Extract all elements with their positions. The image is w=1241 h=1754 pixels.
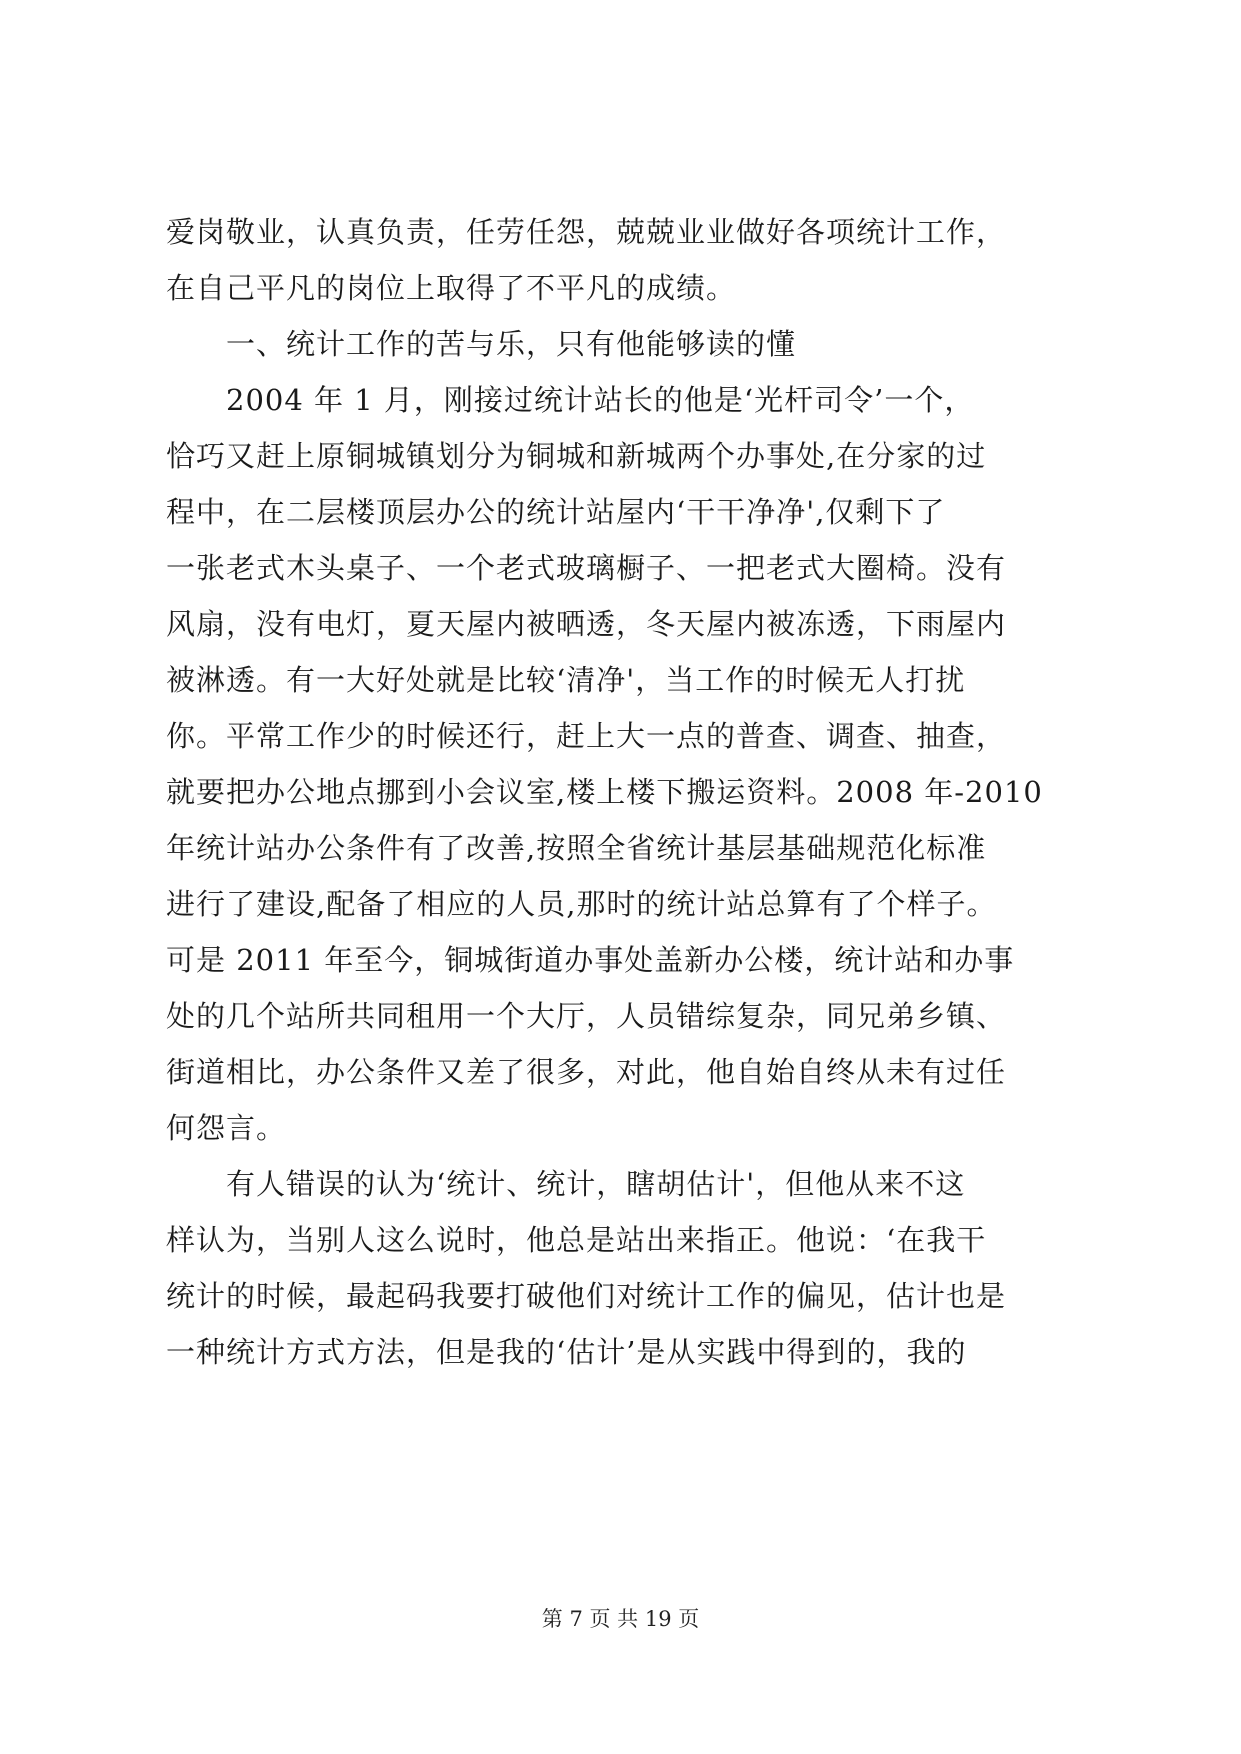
page-footer: 第 7 页 共 19 页 xyxy=(541,1607,700,1631)
text-line: 可是 2011 年至今，铜城街道办事处盖新办公楼，统计站和办事 xyxy=(166,943,1015,977)
text-line: 何怨言。 xyxy=(166,1111,287,1145)
text-line: 被淋透。有一大好处就是比较‘清净'，当工作的时候无人打扰 xyxy=(166,663,966,697)
text-line: 程中，在二层楼顶层办公的统计站屋内‘干干净净',仅剩下了 xyxy=(166,495,946,529)
text-line: 处的几个站所共同租用一个大厅，人员错综复杂，同兄弟乡镇、 xyxy=(166,999,1007,1033)
text-line: 2004 年 1 月，刚接过统计站长的他是‘光杆司令’一个， xyxy=(226,383,975,417)
text-line: 恰巧又赶上原铜城镇划分为铜城和新城两个办事处,在分家的过 xyxy=(166,439,987,473)
text-line: 样认为，当别人这么说时，他总是站出来指正。他说：‘在我干 xyxy=(166,1223,987,1257)
text-line: 你。平常工作少的时候还行，赶上大一点的普查、调查、抽查， xyxy=(166,719,1007,753)
text-line: 进行了建设,配备了相应的人员,那时的统计站总算有了个样子。 xyxy=(166,887,997,921)
text-line: 在自己平凡的岗位上取得了不平凡的成绩。 xyxy=(166,271,737,305)
text-line: 有人错误的认为‘统计、统计，瞎胡估计'，但他从来不这 xyxy=(226,1167,966,1201)
section-heading: 一、统计工作的苦与乐，只有他能够读的懂 xyxy=(226,327,797,361)
text-line: 年统计站办公条件有了改善,按照全省统计基层基础规范化标准 xyxy=(166,831,987,865)
text-line: 街道相比，办公条件又差了很多，对此，他自始自终从未有过任 xyxy=(166,1055,1007,1089)
text-line: 一张老式木头桌子、一个老式玻璃橱子、一把老式大圈椅。没有 xyxy=(166,551,1007,585)
text-line: 一种统计方式方法，但是我的‘估计’是从实践中得到的，我的 xyxy=(166,1335,967,1369)
text-line: 就要把办公地点挪到小会议室,楼上楼下搬运资料。2008 年-2010 xyxy=(166,775,1043,809)
text-line: 统计的时候，最起码我要打破他们对统计工作的偏见，估计也是 xyxy=(166,1279,1007,1313)
text-line: 爱岗敬业，认真负责，任劳任怨，兢兢业业做好各项统计工作， xyxy=(166,215,1007,249)
text-line: 风扇，没有电灯，夏天屋内被晒透，冬天屋内被冻透，下雨屋内 xyxy=(166,607,1007,641)
